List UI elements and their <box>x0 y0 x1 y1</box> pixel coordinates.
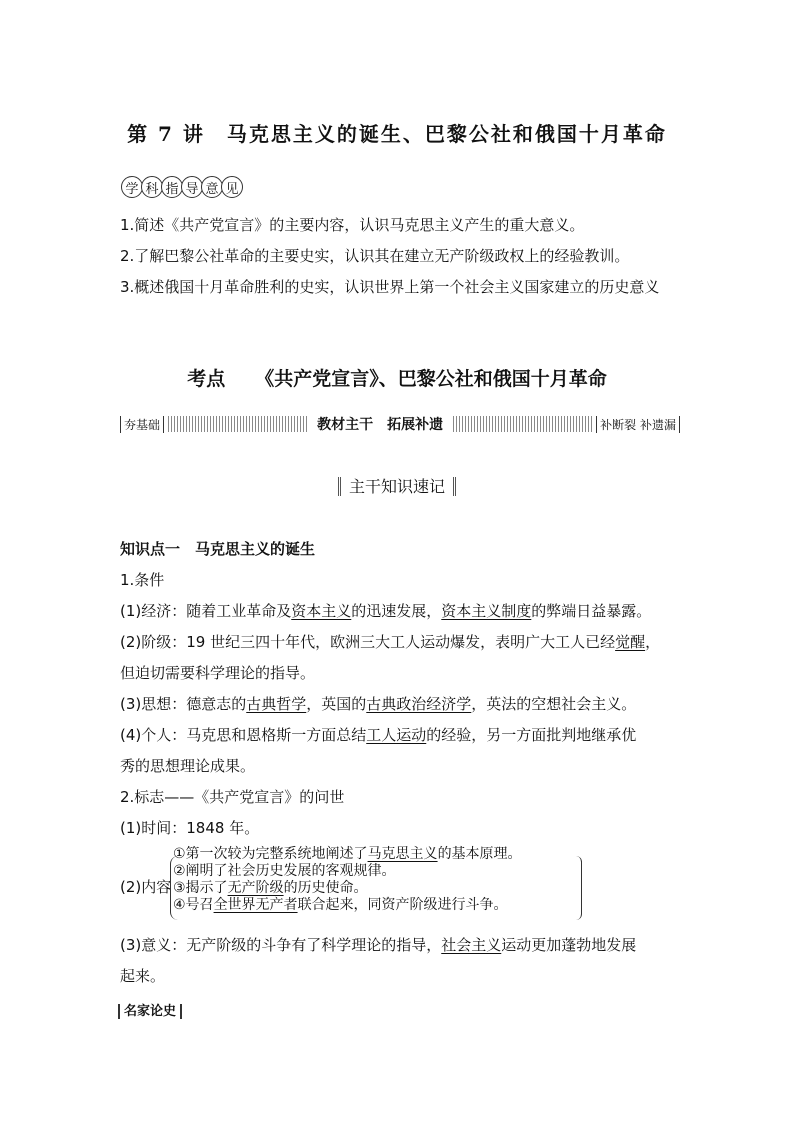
banner-center-bar <box>168 416 592 432</box>
sign-time: (1)时间：1848 年。 <box>120 819 260 837</box>
famous-commentary-tag: 名家论史 <box>118 1000 182 1019</box>
sign-content-list <box>173 846 522 914</box>
content-item: ②阐明了社会历史发展的客观规律。 <box>173 863 396 879</box>
guide-char: 见 <box>221 176 243 198</box>
guide-item: 2.了解巴黎公社革命的主要史实，认识其在建立无产阶级政权上的经验教训。 <box>120 247 630 265</box>
sign-content-label: (2)内容 <box>120 878 172 896</box>
sub-heading: 主干知识速记 <box>0 474 794 497</box>
conditions-heading: 1.条件 <box>120 571 165 589</box>
right-brace <box>575 856 582 920</box>
section-label: 考点 <box>187 368 226 390</box>
content-item: ③揭示了无产阶级的历史使命。 <box>173 880 368 896</box>
condition-person-cont: 秀的思想理论成果。 <box>120 757 256 775</box>
condition-class-cont: 但迫切需要科学理论的指导。 <box>120 664 316 682</box>
condition-person: (4)个人：马克思和恩格斯一方面总结工人运动的经验，另一方面批判地继承优 <box>120 726 637 744</box>
knowledge-content <box>120 534 680 844</box>
condition-thought: (3)思想：德意志的古典哲学，英国的古典政治经济学，英法的空想社会主义。 <box>120 695 637 713</box>
guide-list <box>120 210 680 303</box>
banner-right: 补断裂 补遗漏 <box>596 416 680 433</box>
section-heading: 《共产党宣言》、巴黎公社和俄国十月革命 <box>255 368 607 390</box>
guide-char: 科 <box>141 176 163 198</box>
knowledge-point-heading: 知识点一 马克思主义的诞生 <box>120 540 316 558</box>
condition-economy: (1)经济：随着工业革命及资本主义的迅速发展，资本主义制度的弊端日益暴露。 <box>120 602 652 620</box>
sign-meaning: (3)意义：无产阶级的斗争有了科学理论的指导，社会主义运动更加蓬勃地发展 起来。 <box>120 936 637 985</box>
content-item: ①第一次较为完整系统地阐述了马克思主义的基本原理。 <box>173 846 522 862</box>
banner-left: 夯基础 <box>120 416 164 433</box>
guide-heading <box>121 176 241 198</box>
guide-item: 3.概述俄国十月革命胜利的史实，认识世界上第一个社会主义国家建立的历史意义 <box>120 278 660 296</box>
guide-char: 学 <box>121 176 143 198</box>
section-banner <box>120 414 680 434</box>
banner-center: 教材主干 拓展补遗 <box>309 414 451 434</box>
lesson-title: 第 7 讲 马克思主义的诞生、巴黎公社和俄国十月革命 <box>127 122 667 146</box>
guide-char: 意 <box>201 176 223 198</box>
guide-item: 1.简述《共产党宣言》的主要内容，认识马克思主义产生的重大意义。 <box>120 216 585 234</box>
condition-class: (2)阶级：19 世纪三四十年代，欧洲三大工人运动爆发，表明广大工人已经觉醒， <box>120 633 661 651</box>
guide-char: 指 <box>161 176 183 198</box>
sign-heading: 2.标志——《共产党宣言》的问世 <box>120 788 345 806</box>
guide-char: 导 <box>181 176 203 198</box>
content-item: ④号召全世界无产者联合起来，同资产阶级进行斗争。 <box>173 897 508 913</box>
section-title <box>0 364 794 391</box>
